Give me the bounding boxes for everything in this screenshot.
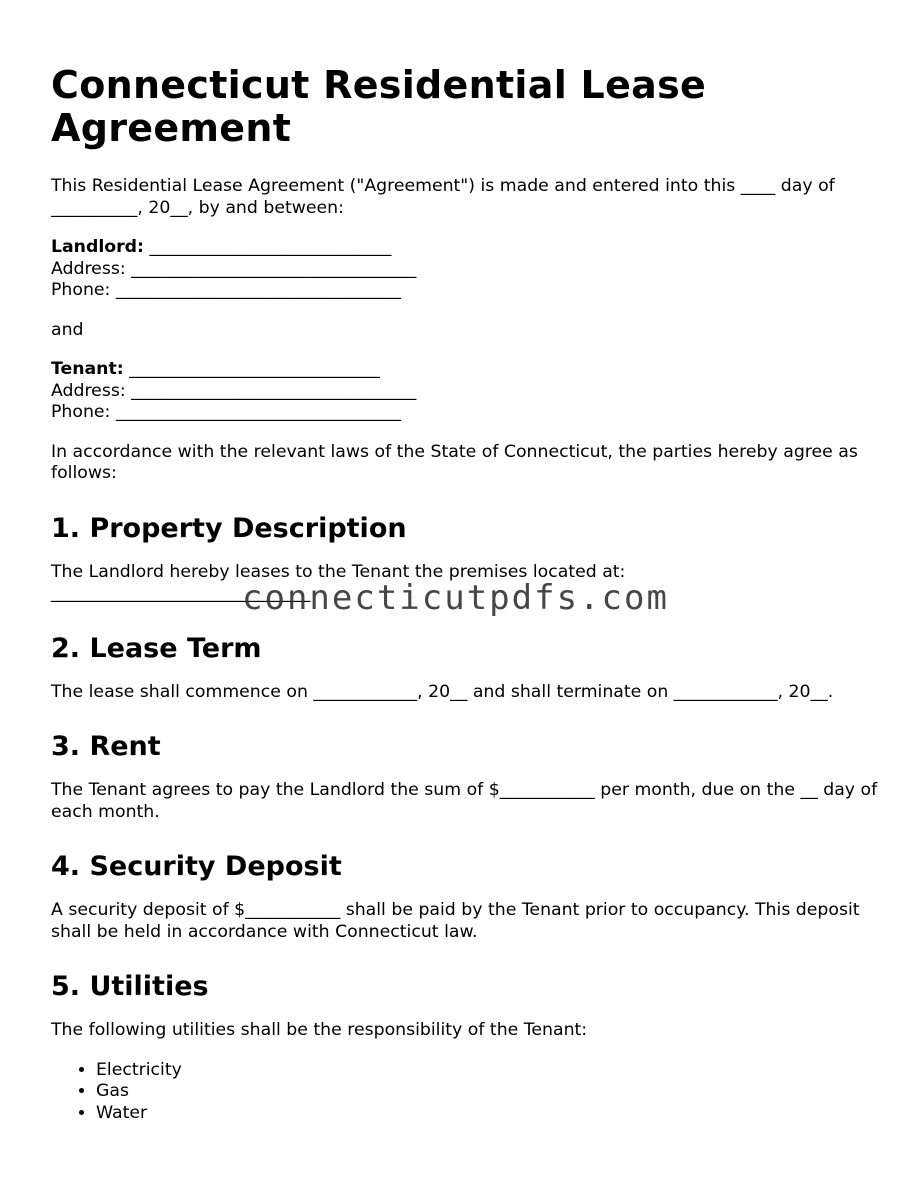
section-heading-deposit: 4. Security Deposit	[51, 851, 342, 882]
utilities-paragraph: The following utilities shall be the responsibility of the Tenant:	[51, 1020, 588, 1040]
term-paragraph: The lease shall commence on ____________, 20__ and shall terminate on ____________, 20__.	[51, 681, 834, 702]
landlord-phone: Phone: _________________________________	[51, 280, 401, 300]
tenant-address: Address: _________________________________	[51, 380, 417, 401]
and-text: and	[51, 319, 84, 340]
tenant-name-blank: _____________________________	[123, 359, 380, 379]
landlord-address: Address: _________________________________	[51, 258, 417, 279]
tenant-phone: Phone: _________________________________	[51, 402, 401, 422]
section-heading-utilities: 5. Utilities	[51, 971, 209, 1002]
deposit-paragraph: A security deposit of $___________ shall be paid by the Tenant prior to occupancy. This deposit shall be held in accordance with Connecticut law.	[51, 900, 860, 942]
tenant-block	[51, 359, 881, 424]
property-text: The Landlord hereby leases to the Tenant the premises located at:	[51, 561, 626, 582]
section-heading-term: 2. Lease Term	[51, 632, 262, 664]
utilities-list	[51, 1060, 881, 1125]
landlord-block	[51, 237, 881, 302]
property-blank: ______________________________	[51, 583, 311, 603]
document-title: Connecticut Residential Lease Agreement	[51, 63, 707, 150]
landlord-name-blank: ____________________________	[143, 237, 392, 257]
list-item: • Water	[96, 1103, 881, 1125]
tenant-label: Tenant:	[51, 359, 124, 379]
rent-paragraph: The Tenant agrees to pay the Landlord the sum of $___________ per month, due on the __ day of each month.	[51, 780, 878, 822]
section-heading-property: 1. Property Description	[51, 512, 407, 544]
preamble-paragraph: In accordance with the relevant laws of the State of Connecticut, the parties hereby agree as follows:	[51, 441, 858, 483]
section-heading-rent: 3. Rent	[51, 731, 161, 762]
list-item: • Gas	[96, 1081, 881, 1103]
landlord-label: Landlord:	[51, 237, 144, 257]
watermark: connecticutpdfs.com	[242, 578, 669, 618]
list-item: • Electricity	[96, 1060, 881, 1082]
intro-paragraph: This Residential Lease Agreement ("Agreement") is made and entered into this ____ day of __________, 20__, by and between:	[51, 176, 835, 218]
